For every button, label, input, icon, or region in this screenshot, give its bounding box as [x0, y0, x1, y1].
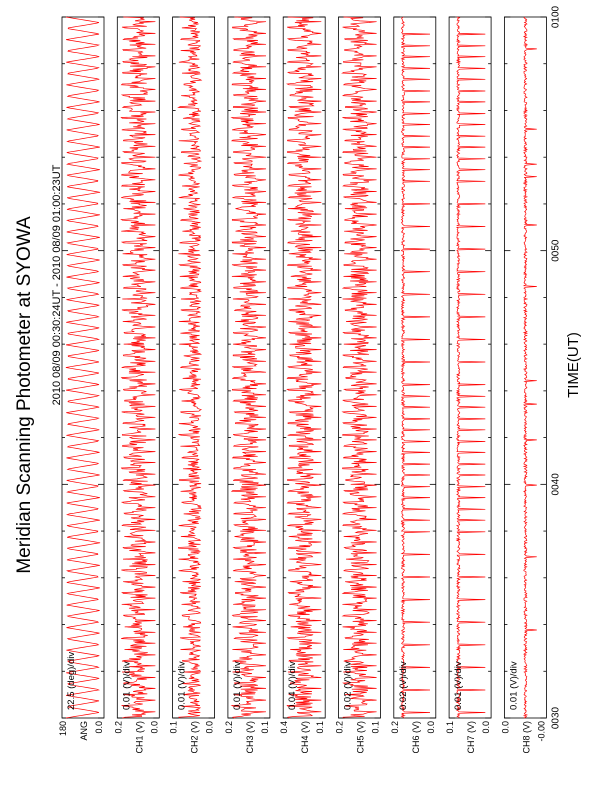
series-trace-ch1 [121, 17, 155, 718]
chart-subtitle: 2010 08/09 00:30:24UT - 2010 08/09 01:00:23UT [51, 164, 63, 406]
y-tick-label: -0.00 [536, 721, 547, 742]
y-tick-label: 0.0 [94, 721, 104, 734]
panel-ch4 [279, 17, 325, 754]
chart-title: Meridian Scanning Photometer at SYOWA [14, 216, 35, 574]
series-trace-ch8 [524, 17, 537, 718]
panel-ylabel: CH7 (V) [466, 721, 477, 754]
panel-scale-label: 0.02 (V)/div [342, 661, 354, 710]
panel-ch8 [500, 17, 546, 754]
y-tick-label: 0.0 [481, 721, 492, 734]
y-tick-label: 0.1 [315, 721, 326, 734]
panel-ylabel: CH4 (V) [300, 721, 311, 754]
x-tick-label: 0030 [550, 706, 562, 730]
panel-scale-label: 0.01 (V)/div [508, 661, 520, 710]
series-trace-ch3 [232, 17, 266, 718]
y-tick-label: 0.4 [279, 721, 290, 734]
series-trace-ch4 [287, 17, 321, 718]
y-tick-label: 0.1 [370, 721, 381, 734]
panel-scale-label: 0.01 (V)/div [176, 661, 188, 710]
panel-ylabel: CH6 (V) [410, 721, 421, 754]
panel-ch6 [390, 17, 436, 754]
x-axis-ticks [550, 5, 561, 729]
panel-ch7 [445, 17, 491, 754]
x-tick-label: 0050 [550, 239, 562, 262]
panel-frame [394, 17, 436, 718]
x-tick-label: 0040 [550, 473, 562, 496]
y-tick-label: 0.2 [389, 721, 400, 734]
y-tick-label: 0.0 [149, 721, 160, 734]
series-trace-ch7 [457, 17, 486, 718]
panel-scale-label: 0.02 (V)/div [397, 661, 409, 710]
series-trace-ch6 [402, 17, 431, 718]
panel-scale-label: 0.01 (V)/div [121, 661, 133, 710]
panel-ylabel: CH3 (V) [244, 721, 255, 754]
y-tick-label: 0.2 [113, 721, 124, 734]
y-tick-label: 0.1 [259, 721, 270, 734]
panel-ch1 [113, 17, 159, 754]
panel-ch2 [169, 17, 215, 754]
panel-ch3 [224, 17, 270, 754]
panel-scale-label: 22.5 (deg)/div [66, 651, 77, 710]
panel-scale-label: 0.01 (V)/div [453, 661, 465, 710]
panels-group [58, 17, 546, 754]
y-tick-label: 0.0 [204, 721, 215, 734]
y-tick-label: 0.0 [425, 721, 436, 734]
panel-ylabel: CH2 (V) [189, 721, 200, 754]
panel-ylabel: ANG [79, 721, 89, 741]
panel-scale-label: 0.01 (V)/div [231, 661, 243, 710]
panel-ylabel: CH5 (V) [355, 721, 366, 754]
x-tick-label: 0100 [550, 5, 562, 29]
series-trace-ang [66, 17, 100, 718]
panel-ylabel: CH1 (V) [134, 721, 145, 754]
y-tick-label: 180 [58, 721, 68, 737]
y-tick-label: 0.1 [445, 721, 456, 734]
panel-scale-label: 0.04 (V)/div [287, 661, 299, 710]
x-axis-label: TIME(UT) [565, 332, 582, 398]
y-tick-label: 0.1 [168, 721, 179, 734]
series-trace-ch2 [178, 17, 201, 718]
series-trace-ch5 [342, 17, 376, 718]
panel-ch5 [335, 17, 381, 754]
panel-frame [449, 17, 491, 718]
panel-ang [58, 17, 104, 741]
y-tick-label: 0.2 [334, 721, 345, 734]
panel-frame [504, 17, 546, 718]
panel-ylabel: CH8 (V) [521, 721, 532, 754]
y-tick-label: 0.0 [500, 721, 511, 734]
panel-frame [62, 17, 104, 718]
y-tick-label: 0.2 [223, 721, 234, 734]
